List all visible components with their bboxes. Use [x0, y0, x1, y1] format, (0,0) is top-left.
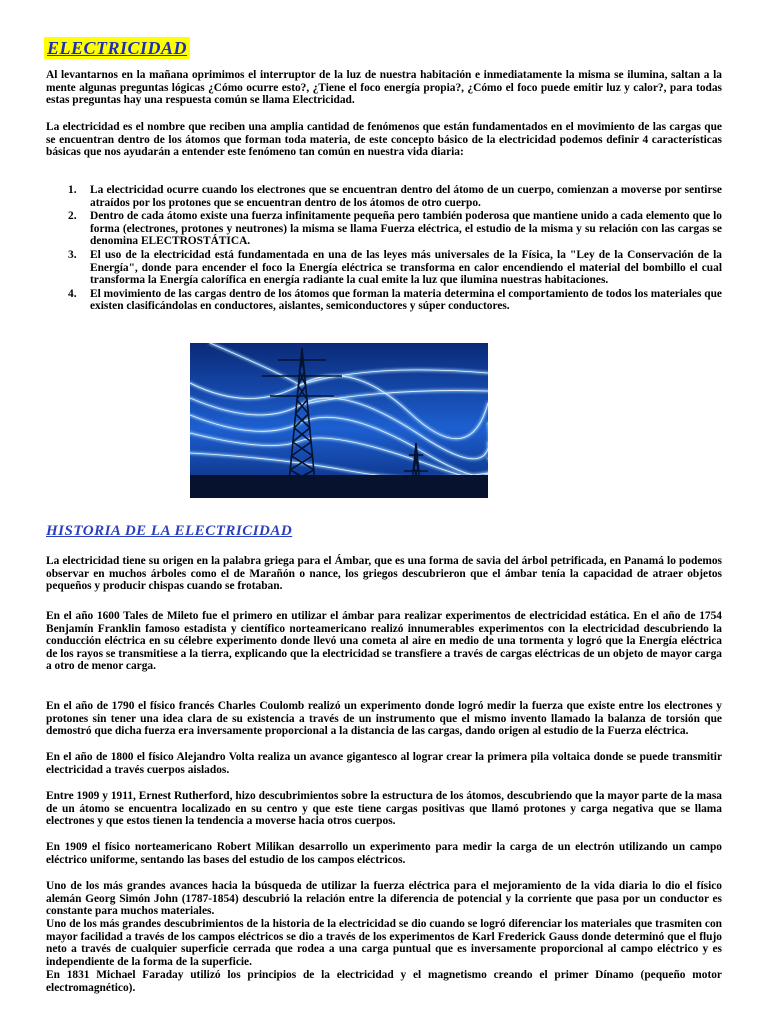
list-text: El uso de la electricidad está fundamentada en una de las leyes más universales de la Física, la "Ley de la Conservación de la Energía", donde para encender el foco la Energía eléctrica se transforma en calor encendiendo el material del bombillo el cual transforma la Energía calorífica en energía radiante la cual emite la luz que ilumina nuestras habitaciones. — [90, 248, 722, 287]
list-number: 3. — [68, 248, 77, 261]
history-title: HISTORIA DE LA ELECTRICIDAD — [46, 523, 293, 539]
history-paragraph-6: En 1909 el físico norteamericano Robert Milikan desarrollo un experimento para medir la carga de un electrón utilizando un campo eléctrico uniforme, sentando las bases del estudio de los campos eléctricos. — [46, 841, 722, 866]
list-text: Dentro de cada átomo existe una fuerza infinitamente pequeña pero también poderosa que mantiene unido a cada elemento que lo forma (electrones, protones y neutrones) la misma se llama Fuerza eléctrica, el estudio de la misma y su relación con las cargas se denomina ELECTROSTÁTICA. — [90, 210, 722, 248]
history-paragraph-9: En 1831 Michael Faraday utilizó los principios de la electricidad y el magnetismo creando el primer Dínamo (pequeño motor electromagnético). — [46, 969, 722, 994]
history-paragraph-2: En el año 1600 Tales de Mileto fue el primero en utilizar el ámbar para realizar experimentos de electricidad estática. En el año de 1754 Benjamín Franklin famoso estadista y científico norteamericano realizó innumerables experimentos con la electricidad descubriendo la conducción eléctrica en su célebre experimento donde llevó una cometa al aire en medio de una tormenta y logró que la Energía eléctrica de los rayos se transmitiese a la tierra, explicando que la electricidad se transfiere a través de cargas eléctricas de un objeto de mayor carga a otro de menor carga. — [46, 610, 722, 673]
list-item — [46, 184, 722, 209]
list-text: La electricidad ocurre cuando los electrones que se encuentran dentro del átomo de un cuerpo, comienzan a moverse por sentirse atraídos por los protones que se encuentran dentro de los átomos de otro cuerpo. — [90, 184, 722, 209]
history-paragraph-5: Entre 1909 y 1911, Ernest Rutherford, hizo descubrimientos sobre la estructura de los átomos, descubriendo que la mayor parte de la masa de un átomo se encuentra localizado en su centro y que este tiene cargas positivas que llamó protones y carga negativa que se llama electrones y que estos tienen la tendencia a moverse hacia otros cuerpos. — [46, 790, 722, 828]
list-item — [46, 249, 722, 287]
intro-paragraph-2: La electricidad es el nombre que reciben una amplia cantidad de fenómenos que están fundamentados en el movimiento de las cargas que se encuentran dentro de los átomos que forman toda materia, de este concepto básico de la electricidad podemos definir 4 características básicas que nos ayudarán a entender este fenómeno tan común en nuestra vida diaria: — [46, 121, 722, 159]
list-number: 1. — [68, 184, 77, 196]
characteristics-list — [46, 184, 722, 314]
intro-paragraph-1: Al levantarnos en la mañana oprimimos el interruptor de la luz de nuestra habitación e inmediatamente la misma se ilumina, saltan a la mente algunas preguntas lógicas ¿Cómo ocurre esto?, ¿Tiene el foco energía propia?, ¿Cómo el foco puede emitir luz y calor?, para todas estas preguntas hay una respuesta común se llama Electricidad. — [46, 69, 722, 107]
history-paragraph-8: Uno de los más grandes descubrimientos de la historia de la electricidad se dio cuando se logró diferenciar los materiales que trasmiten con mayor facilidad a través de los campos eléctricos se dio a través de los experimentos de Karl Frederick Gauss donde determinó que el flujo neto a través de cualquier superficie cerrada que rodea a una carga puntual que es inversamente proporcional al campo eléctrico y es independiente de la forma de la superficie. — [46, 918, 722, 968]
page-title: ELECTRICIDAD — [44, 37, 190, 59]
list-item — [46, 210, 722, 248]
history-paragraph-1: La electricidad tiene su origen en la palabra griega para el Ámbar, que es una forma de savia del árbol petrificada, en Panamá lo podemos observar en muchos árboles como el de Marañón o nance, los griegos descubrieron que el ámbar tenía la capacidad de atraer objetos pequeños y producir chispas cuando se frotaban. — [46, 555, 722, 593]
list-number: 4. — [68, 287, 77, 300]
list-item — [46, 288, 722, 313]
history-paragraph-4: En el año de 1800 el físico Alejandro Volta realiza un avance gigantesco al lograr crear la primera pila voltaica donde se puede transmitir electricidad a través cuerpos aislados. — [46, 751, 722, 776]
list-number: 2. — [68, 210, 77, 223]
history-paragraph-7: Uno de los más grandes avances hacia la búsqueda de utilizar la fuerza eléctrica para el mejoramiento de la vida diaria lo dio el físico alemán Georg Simón John (1787-1854) descubrió la relación entre la diferencia de potencial y la corriente que pasa por un conductor es constante para muchos materiales. — [46, 880, 722, 918]
power-lines-image — [190, 343, 488, 498]
history-paragraph-3: En el año de 1790 el físico francés Charles Coulomb realizó un experimento donde logró medir la fuerza que existe entre los electrones y protones sin tener una idea clara de su existencia a través de un instrumento que el mismo invento llamado la balanza de torsión que demostró que dicha fuerza era inversamente proporcional a la distancia de las cargas, dando origen al estudio de la Fuerza eléctrica. — [46, 700, 722, 738]
list-text: El movimiento de las cargas dentro de los átomos que forman la materia determina el comportamiento de todos los materiales que existen clasificándolas en conductores, aislantes, semiconductores y súper conductores. — [90, 287, 722, 313]
power-tower-illustration — [190, 343, 488, 498]
